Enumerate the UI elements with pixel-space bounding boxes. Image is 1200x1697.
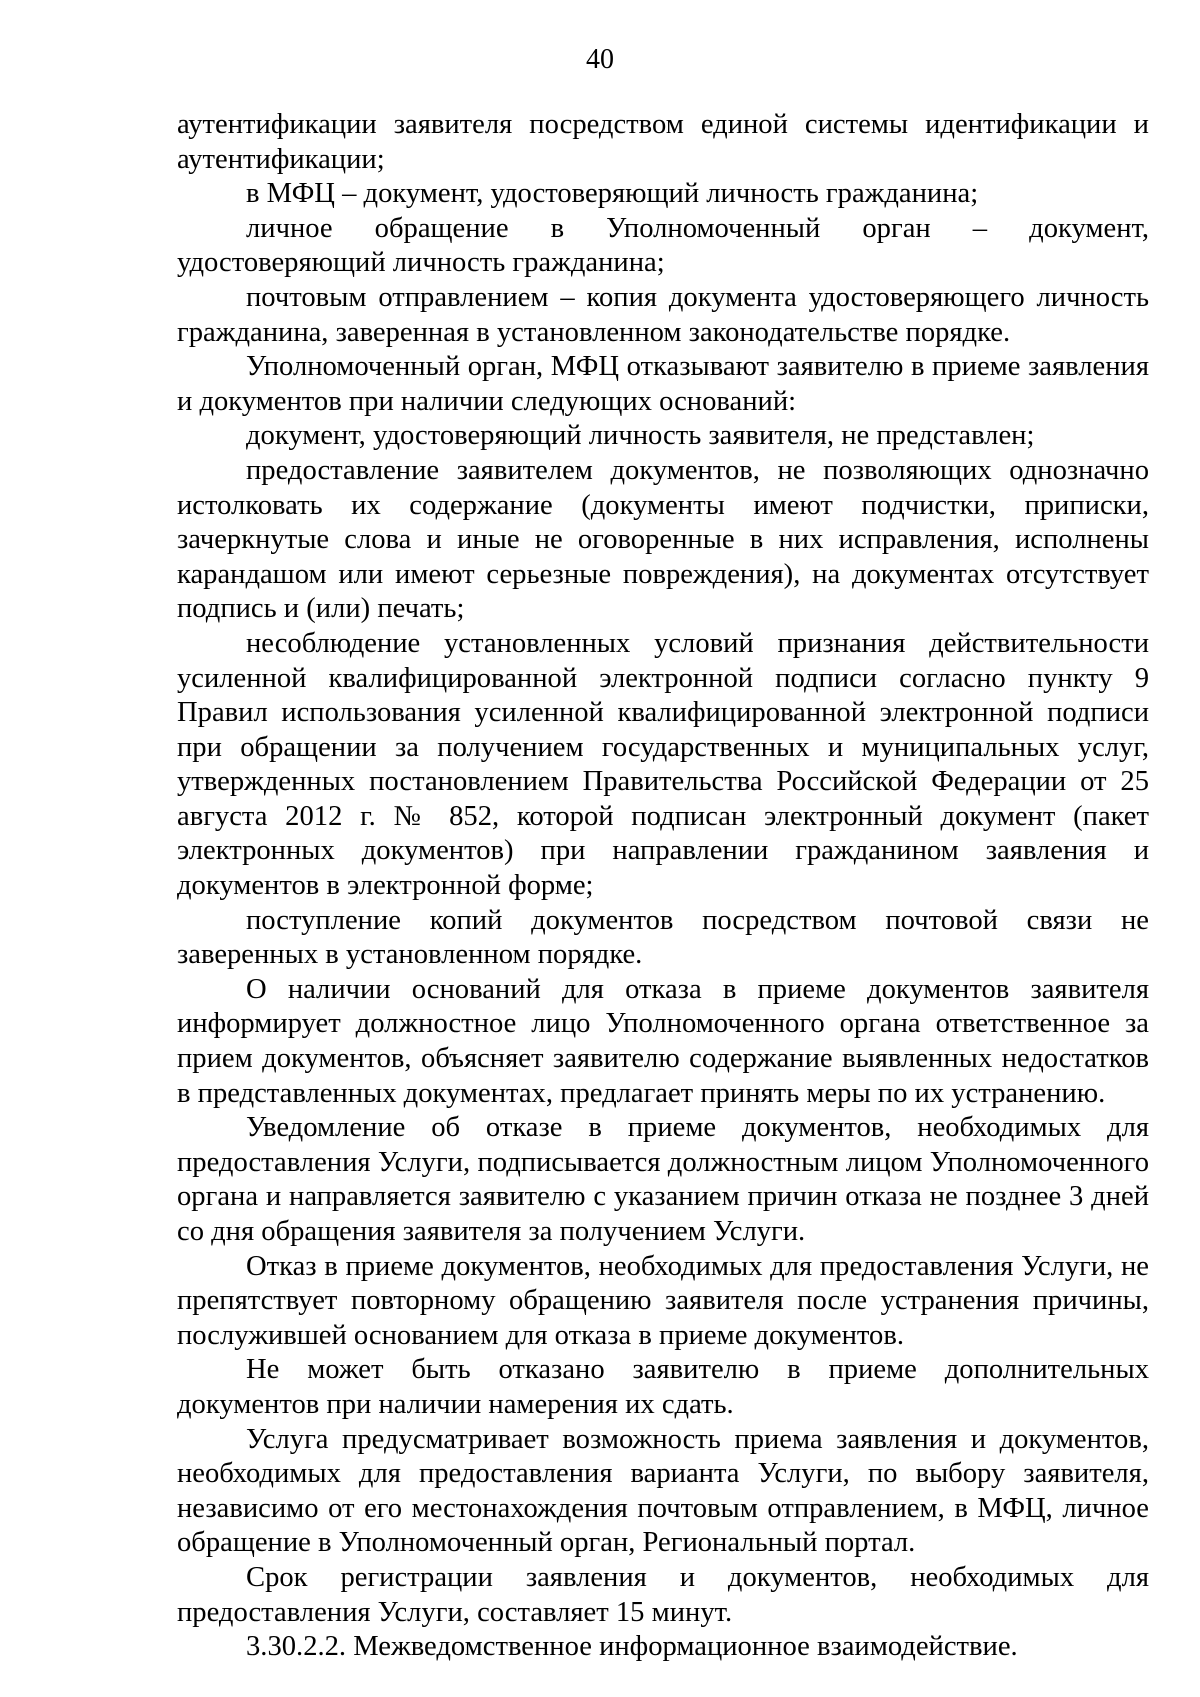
paragraph-mfc-document: в МФЦ – документ, удостоверяющий личность гражданина; — [246, 178, 979, 210]
paragraph-refusal-grounds: Уполномоченный орган, МФЦ отказывают заявителю в приеме заявления и документов при наличии следующих оснований: — [177, 351, 1149, 417]
paragraph-uncertified-copies: поступление копий документов посредством почтовой связи не заверенных в установленном порядке. — [177, 904, 1149, 971]
paragraph-informing-applicant: О наличии оснований для отказа в приеме документов заявителя информирует должностное лицо Уполномоченного органа ответственное за прием документов, объясняет заявителю содержание выявленных недостатков в представленных документах, предлагает принять меры по их устранению. — [177, 973, 1149, 1109]
page-number: 40 — [586, 44, 614, 75]
paragraph-ambiguous-documents: предоставление заявителем документов, не позволяющих однозначно истолковать их содержание (документы имеют подчистки, приписки, зачеркнутые слова и иные не оговоренные в них исправления, исполнены карандашом или имеют серьезные повреждения), на документах отсутствует подпись и (или) печать; — [177, 454, 1149, 625]
paragraph-registration-time: Срок регистрации заявления и документов, необходимых для предоставления Услуги, составляет 15 минут. — [177, 1561, 1149, 1628]
paragraph-additional-documents: Не может быть отказано заявителю в приеме дополнительных документов при наличии намерения их сдать. — [177, 1354, 1149, 1420]
paragraph-personal-appeal: личное обращение в Уполномоченный орган – документ, удостоверяющий личность гражданина; — [177, 212, 1149, 279]
paragraph-repeat-appeal: Отказ в приеме документов, необходимых для предоставления Услуги, не препятствует повторному обращению заявителя после устранения причины, послужившей основанием для отказа в приеме документов. — [177, 1250, 1149, 1351]
section-heading-interagency: 3.30.2.2. Межведомственное информационное взаимодействие. — [246, 1631, 1018, 1663]
paragraph-refusal-notice: Уведомление об отказе в приеме документов, необходимых для предоставления Услуги, подписывается должностным лицом Уполномоченного органа и направляется заявителю с указанием причин отказа не позднее 3 дней со дня обращения заявителя за получением Услуги. — [177, 1112, 1149, 1247]
paragraph-signature-invalid: несоблюдение установленных условий признания действительности усиленной квалифицированной электронной подписи согласно пункту 9 Правил использования усиленной квалифицированной электронной подписи при обращении за получением государственных и муниципальных услуг, утвержденных постановлением Правительства Российской Федерации от 25 августа 2012 г. № 852, которой подписан электронный документ (пакет электронных документов) при направлении гражданином заявления и документов в электронной форме; — [177, 627, 1149, 902]
paragraph-no-id-document: документ, удостоверяющий личность заявителя, не представлен; — [246, 420, 1035, 452]
paragraph-continuation: аутентификации заявителя посредством единой системы идентификации и аутентификации; — [177, 109, 1149, 175]
document-body — [177, 108, 1149, 1665]
paragraph-postal-copy: почтовым отправлением – копия документа удостоверяющего личность гражданина, заверенная в установленном законодательстве порядке. — [177, 281, 1149, 348]
paragraph-submission-methods: Услуга предусматривает возможность приема заявления и документов, необходимых для предоставления варианта Услуги, по выбору заявителя, независимо от его местонахождения почтовым отправлением, в МФЦ, личное обращение в Уполномоченный орган, Региональный портал. — [177, 1423, 1149, 1559]
